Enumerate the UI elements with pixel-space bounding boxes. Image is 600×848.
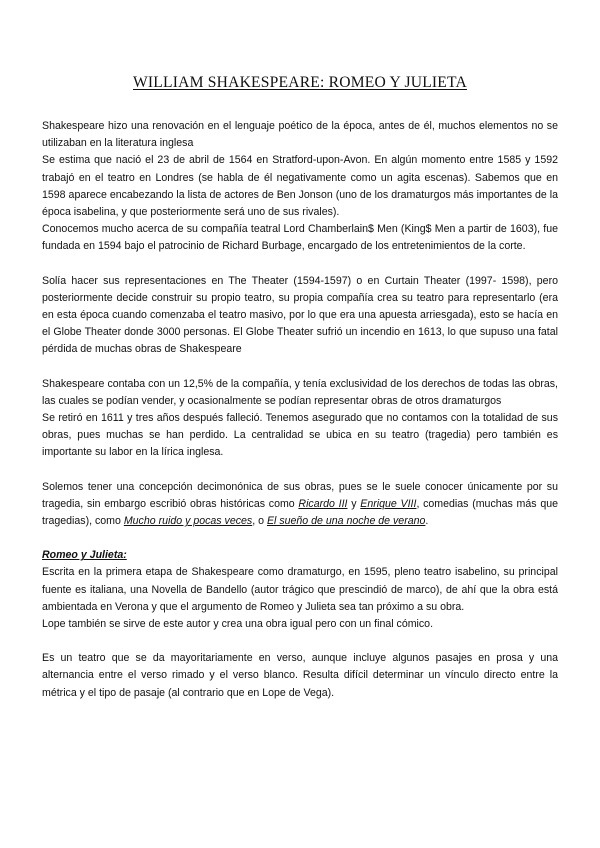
document-body xyxy=(42,118,558,702)
paragraph-rights: Shakespeare contaba con un 12,5% de la compañía, y tenía exclusividad de los derechos de todas las obras, las cuales se podían vender, y ocasionalmente se podían representar obras de otros dramaturgos xyxy=(42,377,558,407)
works-text-3: , comedias (muchas más que tragedias), como xyxy=(42,497,558,528)
paragraph-romeo: Escrita en la primera etapa de Shakespeare como dramaturgo, en 1595, pleno teatro isabelino, su principal fuente es italiana, una Novella de Bandello (autor trágico que prescindió de marco), de ahí que la obra está ambientada en Verona y que el argumento de Romeo y Julieta sea tan próximo a su obra. xyxy=(42,566,558,613)
work-title-sueno: El sueño de una noche de verano xyxy=(266,515,426,528)
paragraph-renovation: Shakespeare hizo una renovación en el lenguaje poético de la época, antes de él, muchos elementos no se utilizaban en la literatura inglesa xyxy=(42,120,558,150)
paragraph-works xyxy=(42,479,558,531)
paragraph-birth: Se estima que nació el 23 de abril de 1564 en Stratford-upon-Avon. En algún momento entre 1585 y 1592 trabajó en el teatro en Londres (se habla de él negativamente como un agita escenas). Sabemos que en 1598 aparece encabezando la lista de actores de Ben Jonson (uno de los dramaturgos más importantes de la época isabelina, y que posteriormente será uno de sus rivales). xyxy=(42,154,558,219)
section-subtitle: Romeo y Julieta: xyxy=(42,549,127,562)
works-text-2: y xyxy=(347,497,361,510)
work-title-enrique: Enrique VIII xyxy=(360,497,417,510)
paragraph-retirement: Se retiró en 1611 y tres años después falleció. Tenemos asegurado que no contamos con la totalidad de sus obras, pues muchas se han perdido. La centralidad se ubica en su teatro (tragedia) pero también es importante su labor en la lírica inglesa. xyxy=(42,412,558,459)
works-text-4: , o xyxy=(252,515,267,528)
work-title-ricardo: Ricardo III xyxy=(298,497,348,510)
works-text-5: . xyxy=(425,515,429,528)
work-title-mucho-ruido: Mucho ruido y pocas veces xyxy=(123,515,253,528)
paragraph-verse: Es un teatro que se da mayoritariamente en verso, aunque incluye algunos pasajes en prosa y una alternancia entre el verso rimado y el verso blanco. Resulta difícil determinar un vínculo directo entre la métrica y el tipo de pasaje (al contrario que en Lope de Vega). xyxy=(42,652,558,699)
paragraph-lope: Lope también se sirve de este autor y crea una obra igual pero con un final cómico. xyxy=(42,618,434,631)
paragraph-theaters: Solía hacer sus representaciones en The Theater (1594-1597) o en Curtain Theater (1997- 1598), pero posteriormente decide construir su propio teatro, su propia compañía crea su teatro para representarlo (era en esta época cuando comenzaba el teatro masivo, por lo que era una apuesta arriesgada), esto se hacía en el Globe Theater donde 3000 personas. El Globe Theater sufrió un incendio en 1613, lo que supuso una fatal pérdida de muchas obras de Shakespeare xyxy=(42,274,558,356)
page-title: WILLIAM SHAKESPEARE: ROMEO Y JULIETA xyxy=(133,74,467,91)
paragraph-company: Conocemos mucho acerca de su compañía teatral Lord Chamberlain$ Men (King$ Men a partir de 1603), fue fundada en 1594 bajo el patrocinio de Richard Burbage, encargado de los entretenimientos de la corte. xyxy=(42,223,558,253)
works-text-1: Solemos tener una concepción decimonónica de sus obras, pues se le suele conocer únicamente por su tragedia, sin embargo escribió obras históricas como xyxy=(42,480,558,510)
